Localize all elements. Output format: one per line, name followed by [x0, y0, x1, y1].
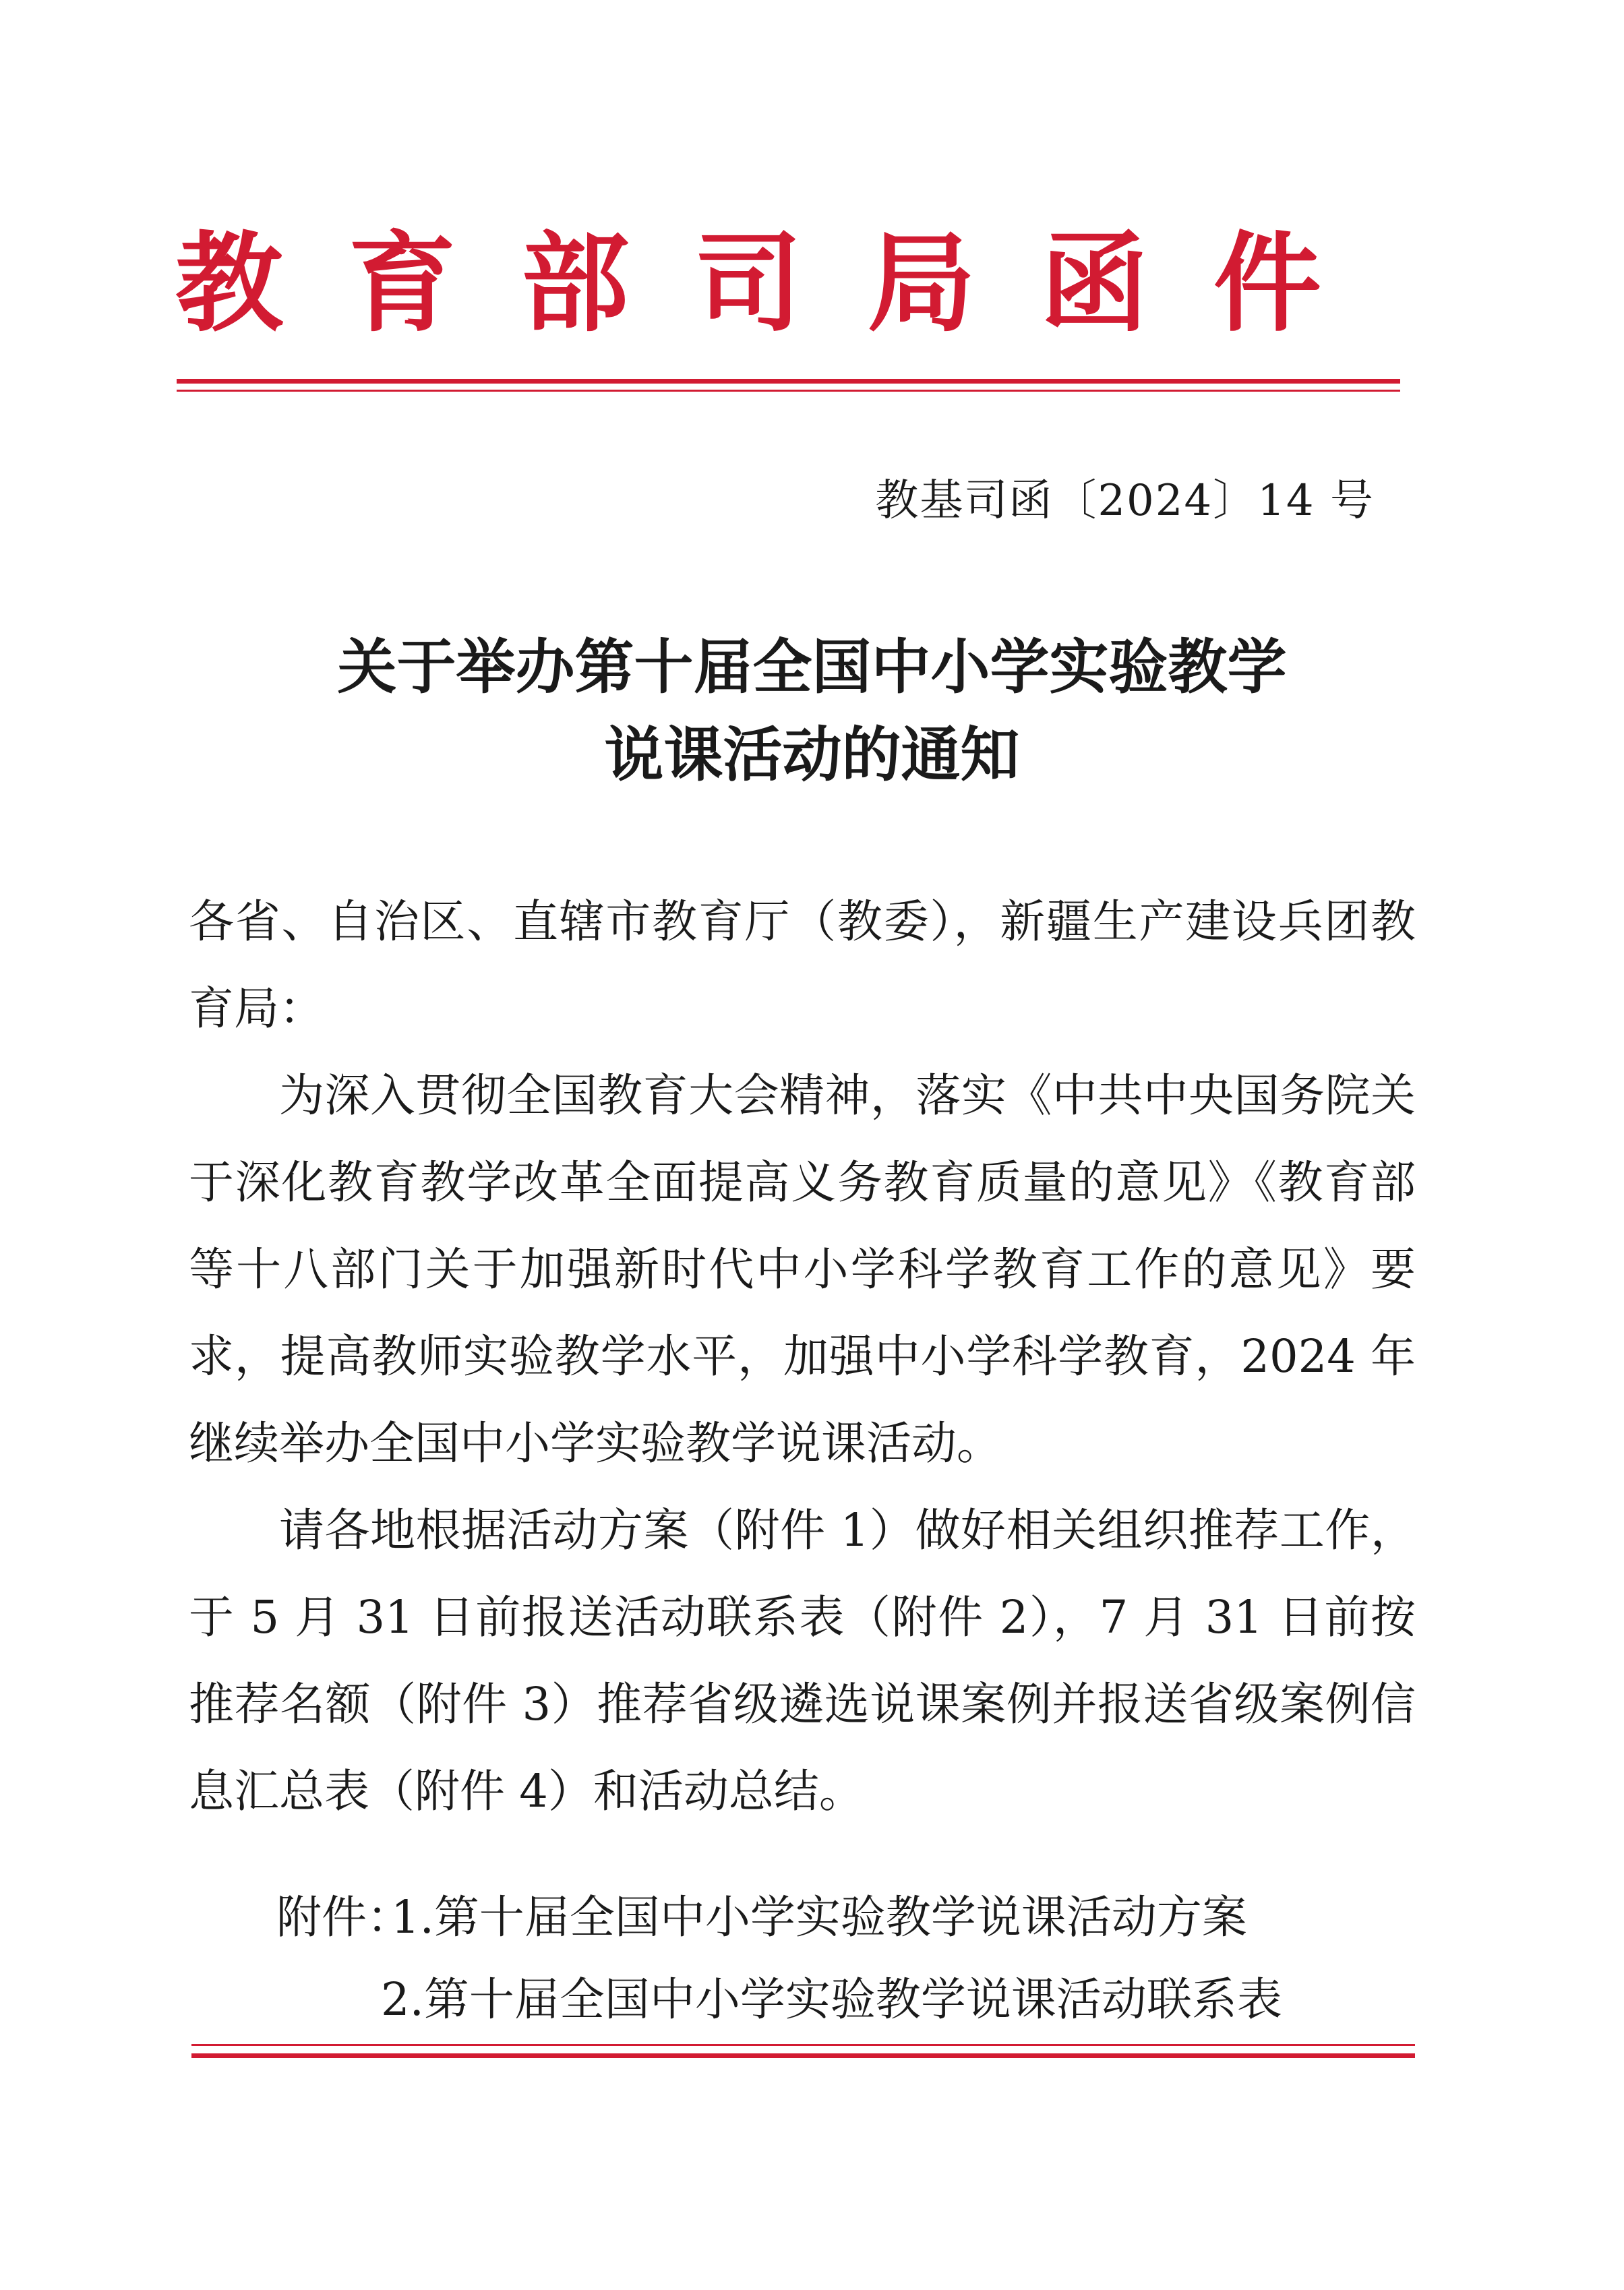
body-paragraph-1: 为深入贯彻全国教育大会精神，落实《中共中央国务院关于深化教育教学改革全面提高义务教育质量的意见》《教育部等十八部门关于加强新时代中小学科学教育工作的意见》要求，提高教师实验教学水平，加强中小学科学教育，2024 年继续举办全国中小学实验教学说课活动。: [189, 1069, 1416, 1470]
document-number: 教基司函〔2024〕14 号: [875, 476, 1375, 526]
attachments-label: 附件：: [276, 1891, 412, 1944]
document-title-line-2: 说课活动的通知: [604, 720, 1020, 789]
masthead-char: 司: [694, 220, 802, 346]
footer-red-rule-thin: [191, 2044, 1415, 2046]
attachment-item-2: 2.第十届全国中小学实验教学说课活动联系表: [381, 1973, 1282, 2026]
footer-red-rule-thick: [191, 2053, 1415, 2058]
masthead-char: 函: [1040, 220, 1149, 346]
masthead-char: 教: [175, 220, 284, 346]
masthead-char: 件: [1213, 220, 1321, 346]
salutation: 各省、自治区、直辖市教育厅（教委），新疆生产建设兵团教育局：: [189, 895, 1416, 1035]
masthead-char: 育: [348, 220, 456, 346]
document-title-line-1: 关于举办第十届全国中小学实验教学: [337, 632, 1287, 702]
masthead-char: 局: [867, 220, 975, 346]
attachment-item-1: 1.第十届全国中小学实验教学说课活动方案: [391, 1891, 1247, 1944]
masthead-red-rule-thin: [177, 390, 1400, 392]
masthead-char: 部: [521, 220, 630, 346]
body-paragraph-2: 请各地根据活动方案（附件 1）做好相关组织推荐工作，于 5 月 31 日前报送活动联系表（附件 2），7 月 31 日前按推荐名额（附件 3）推荐省级遴选说课案例并报送省级案例信息汇总表（附件 4）和活动总结。: [189, 1504, 1416, 1817]
document-body: [189, 878, 1416, 1835]
masthead-red-rule-thick: [177, 379, 1400, 384]
masthead-title: [175, 216, 1321, 351]
